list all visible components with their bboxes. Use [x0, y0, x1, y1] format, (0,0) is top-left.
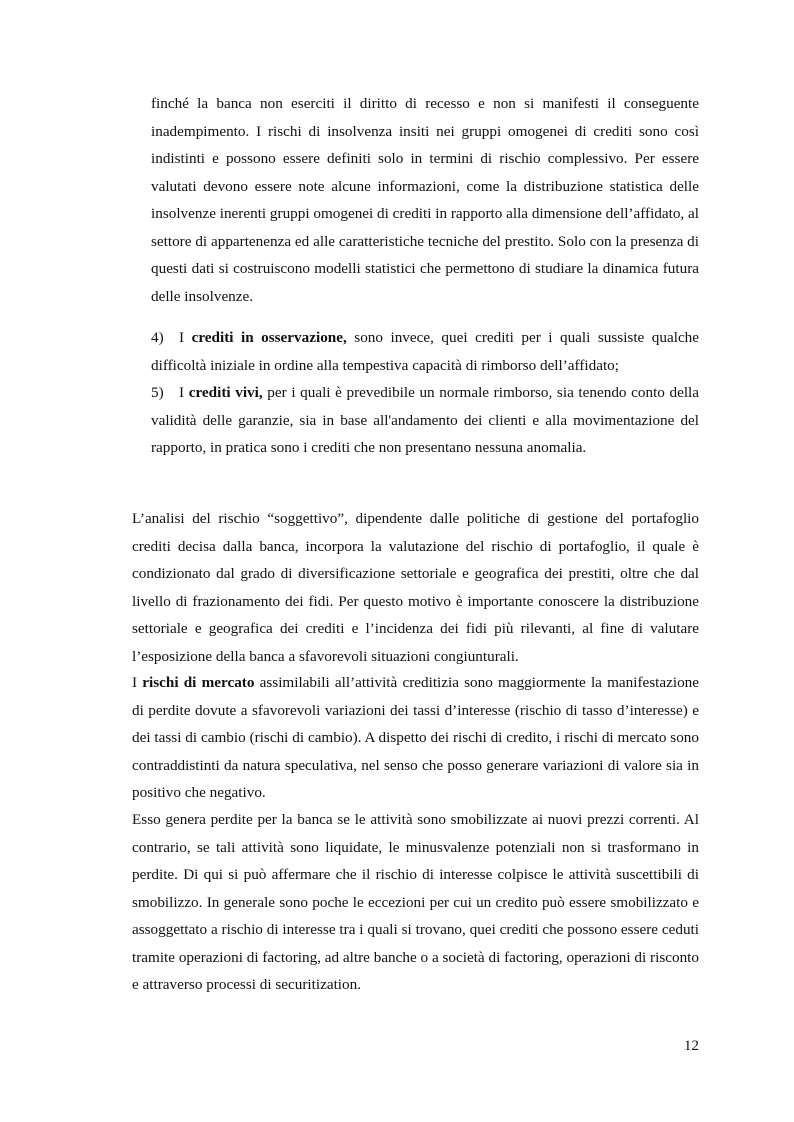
list-number: 4)	[151, 329, 164, 346]
list-text: per i quali è prevedibile un normale rimborso, sia tenendo conto della validità delle garanzie, sia in base all'andamento dei clienti e alla movimentazione del rapporto, in pratica sono i crediti che non presentano nessuna anomalia.	[151, 384, 700, 456]
list-lead: I	[179, 384, 185, 401]
list-text: sono invece, quei crediti per i quali sussiste qualche difficoltà iniziale in ordine alla tempestiva capacità di rimborso dell’affidato;	[151, 329, 700, 374]
bold-term: crediti vivi,	[188, 384, 263, 401]
paragraph-rischio-soggettivo: L’analisi del rischio “soggettivo”, dipendente dalle politiche di gestione del portafoglio crediti decisa dalla banca, incorpora la valutazione del rischio di portafoglio, il quale è condizionato dal grado di diversificazione settoriale e geografica dei prestiti, oltre che dal livello di frazionamento dei fidi. Per questo motivo è importante conoscere la distribuzione settoriale e geografica dei crediti e l’incidenza dei fidi più rilevanti, al fine di valutare l’esposizione della banca a sfavorevoli situazioni congiunturali.	[132, 510, 699, 665]
paragraph-text: assimilabili all’attività creditizia sono maggiormente la manifestazione di perdite dovute a sfavorevoli variazioni dei tassi d’interesse (rischio di tasso d’interesse) e dei tassi di cambio (rischi di cambio). A dispetto dei rischi di credito, i rischi di mercato sono contraddistinti da natura speculativa, nel senso che posso generare variazioni di valore sia in positivo che negativo.	[132, 674, 700, 801]
page-number: 12	[683, 1037, 699, 1054]
bold-term: crediti in osservazione,	[191, 329, 347, 346]
list-lead: I	[179, 329, 185, 346]
paragraph-insolvency-continuation: finché la banca non eserciti il diritto di recesso e non si manifesti il conseguente inadempimento. I rischi di insolvenza insiti nei gruppi omogenei di crediti sono così indistinti e possono essere definiti solo in termini di rischio complessivo. Per essere valutati devono essere note alcune informazioni, come la distribuzione statistica delle insolvenze inerenti gruppi omogenei di crediti in rapporto alla dimensione dell’affidato, al settore di appartenenza ed alle caratteristiche tecniche del prestito. Solo con la presenza di questi dati si costruiscono modelli statistici che permettono di studiare la dinamica futura delle insolvenze.	[151, 95, 699, 305]
list-number: 5)	[151, 384, 164, 401]
paragraph-perdite-smobilizzo: Esso genera perdite per la banca se le attività sono smobilizzate ai nuovi prezzi correnti. Al contrario, se tali attività sono liquidate, le minusvalenze potenziali non si trasformano in perdite. Di qui si può affermare che il rischio di interesse colpisce le attività suscettibili di smobilizzo. In generale sono poche le eccezioni per cui un credito può essere smobilizzato e assoggettato a rischio di interesse tra i quali si trovano, quei crediti che possono essere ceduti tramite operazioni di factoring, ad altre banche o a società di factoring, operazioni di risconto e attraverso processi di securitization.	[132, 811, 699, 993]
paragraph-lead: I	[132, 674, 138, 691]
list-item-crediti-vivi	[151, 379, 699, 462]
paragraph-rischi-di-mercato	[132, 669, 699, 807]
list-item-crediti-in-osservazione	[151, 324, 699, 379]
bold-term: rischi di mercato	[142, 674, 255, 691]
